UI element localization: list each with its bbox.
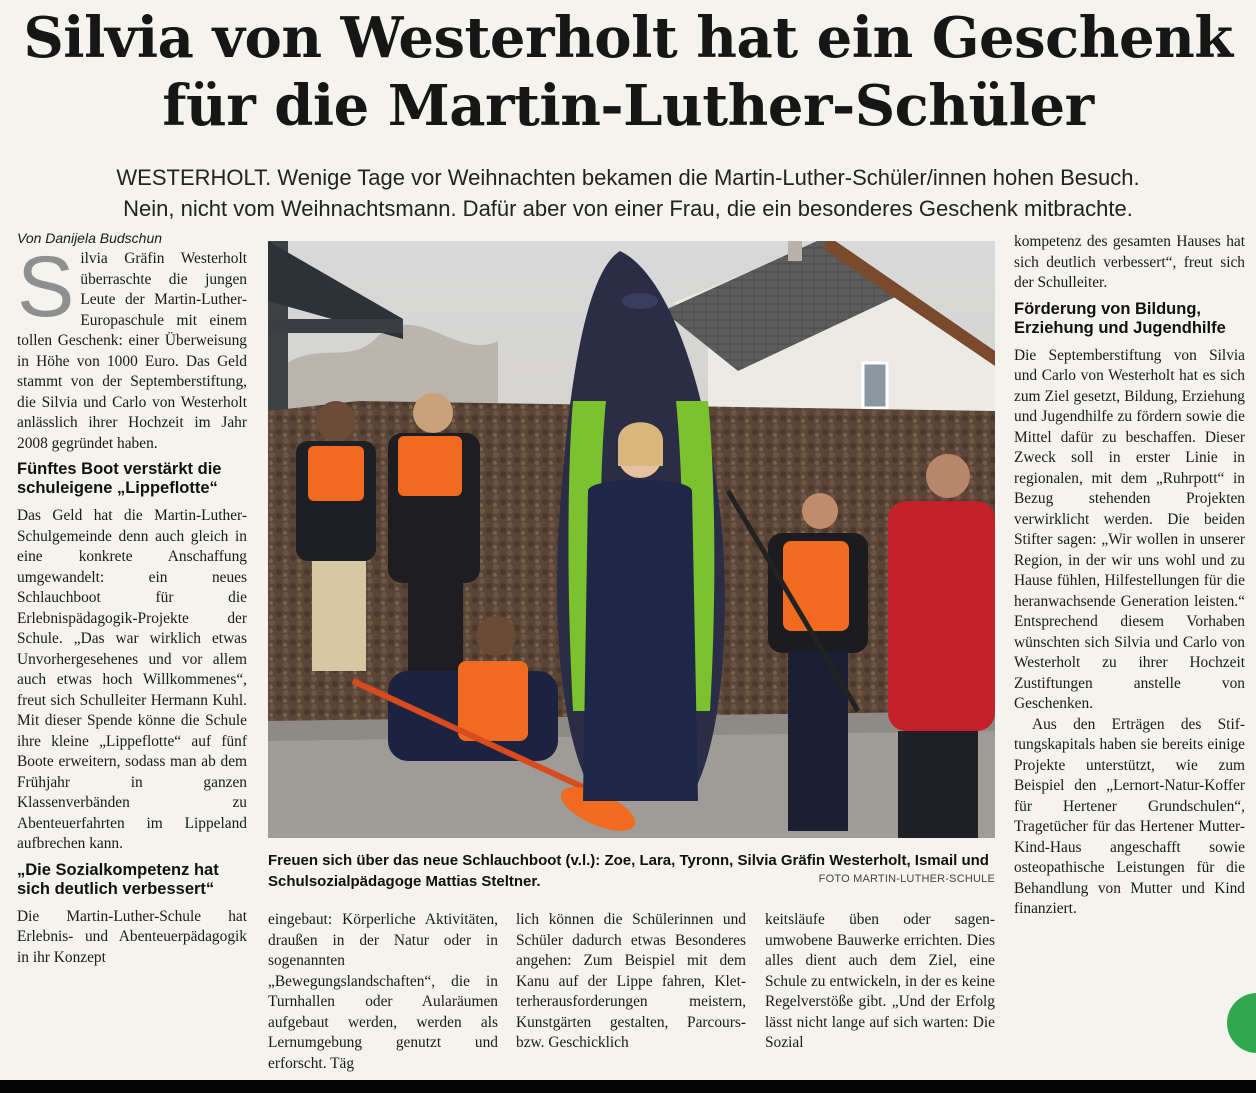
paragraph-konzept: Die Martin-Luther-Schule hat Erlebnis- und Abenteuerpädagogik in ihr Konzept (17, 907, 247, 966)
subheading-foerderung: Förderung von Bildung, Erziehung und Jugendhilfe (1014, 299, 1226, 337)
lead-line-1: WESTERHOLT. Wenige Tage vor Weihnachten bekamen die Martin-Luther-Schüler/innen hohen Besuch. (116, 165, 1140, 190)
paragraph-projekte: Aus den Erträgen des Stiftungskapitals haben sie bereits einige Projekte unterstützt, wie zum Beispiel den „Lernort-Natur-Koffer für Hertener Grundschulen“, Tragetücher für das Hertener Mutter-Kind-Haus angeschafft sowie osteopathische Leistungen für die Behandlung von Mutter und Kind finanziert. (1014, 715, 1245, 917)
drop-cap: S (17, 239, 75, 335)
article-column-2 (268, 910, 498, 1074)
screen-bottom-bar (0, 1080, 1256, 1093)
article-column-5 (1014, 232, 1245, 920)
photo-credit: FOTO MARTIN-LUTHER-SCHULE (818, 873, 995, 885)
article-column-1 (17, 229, 247, 968)
article-column-4 (765, 910, 995, 1054)
group-photo-illustration (268, 241, 995, 838)
column-2-text: eingebaut: Körperliche Aktivitäten, draußen in der Natur oder in sogenannten „Bewegungslandschaften“, die in Turnhallen oder Aularäumen aufgebaut werden, werden als Lernumgebung genutzt und erforscht. Täg (268, 911, 498, 1072)
lead-paragraph (0, 162, 1256, 224)
column-3-text: lich können die Schülerinnen und Schüler dadurch etwas Besonderes angehen: Zum Beispiel mit dem Kanu auf der Lippe fahren, Kletterherausforderungen meistern, Kunstgärten gestalten, Parcours- bzw. Geschicklich (516, 911, 746, 1051)
article-photo (268, 241, 995, 838)
author-byline: Von Danijela Budschun (17, 230, 163, 246)
paragraph-septemberstiftung: Die Septemberstiftung von Silvia und Carlo von Westerholt hat es sich zum Ziel gesetzt, Bildung, Erziehung und Jugendhilfe zu fördern sowie die Mittel dafür zu beschaffen. Dieser Zweck soll in erster Linie in regionalen, mit dem „Ruhrpott“ in Bezug stehenden Projekten verwirklicht werden. Die beiden Stifter sagen: „Wir wollen in unserer Region, in der wir uns wohl und zu Hause fühlen, Hilfestellungen für die heranwachsende Generation leisten.“ Entsprechend diesem Vorhaben wünschten sich Silvia und Carlo von Westerholt zu ihrer Hochzeit Zustiftungen anstelle von Geschenken. (1014, 346, 1245, 712)
photo-caption: Freuen sich über das neue Schlauchboot (v.l.): Zoe, Lara, Tyronn, Silvia Gräfin Westerholt, Ismail und Schulsozialpädagoge Mattias Steltner. (268, 852, 989, 890)
column-5-intro: kompetenz des gesamten Hauses hat sich deutlich verbessert“, freut sich der Schulleiter. (1014, 233, 1245, 291)
lead-line-2: Nein, nicht vom Weihnachtsmann. Dafür aber von einer Frau, die ein besonderes Geschenk mitbrachte. (123, 196, 1133, 221)
subheading-fuenftes-boot: Fünftes Boot verstärkt die schuleigene „Lippeflotte“ (17, 460, 222, 497)
paragraph-lippeflotte: Das Geld hat die Martin-Luther-Schulgemeinde denn auch gleich in eine konkrete Anschaffung umgewandelt: ein neues Schlauchboot für die Erlebnispädagogik-Projekte der Schule. „Das war wirklich etwas Unvorhergesehenes und vor allem auch etwas hoch Willkommenes“, freut sich Schulleiter Hermann Kuhl. Mit dieser Spende könne die Schule ihre kleine „Lippeflotte“ auf fünf Boote erweitern, sodass man ab dem Frühjahr in ganzen Klassenverbänden zu Abenteuerfahrten im Lippeland aufbrechen kann. (17, 507, 247, 852)
subheading-sozialkompetenz: „Die Sozialkompetenz hat sich deutlich verbessert“ (17, 860, 219, 898)
article-column-3 (516, 910, 746, 1054)
headline-line-2: für die Martin-Luther-Schüler (162, 73, 1094, 139)
headline (0, 4, 1256, 140)
intro-paragraph: ilvia Gräfin Westerholt überraschte die jungen Leute der Martin-Luther-Europaschule mit einem tollen Geschenk: einer Überweisung in Höhe von 1000 Euro. Das Geld stammt von der Septemberstiftung, die Silvia und Carlo von Westerholt anlässlich ihrer Hochzeit im Jahr 2008 gegründet haben. (17, 250, 247, 452)
column-4-text: keitsläufe üben oder sagenumwobene Bauwerke errichten. Dies alles dient auch dem Ziel, eine Schule zu entwickeln, in der es keine Regelverstöße gibt. „Und der Erfolg lässt nicht lange auf sich warten: Die Sozial (765, 911, 995, 1051)
floating-action-button[interactable] (1227, 993, 1256, 1053)
headline-line-1: Silvia von Westerholt hat ein Geschenk (23, 5, 1233, 71)
